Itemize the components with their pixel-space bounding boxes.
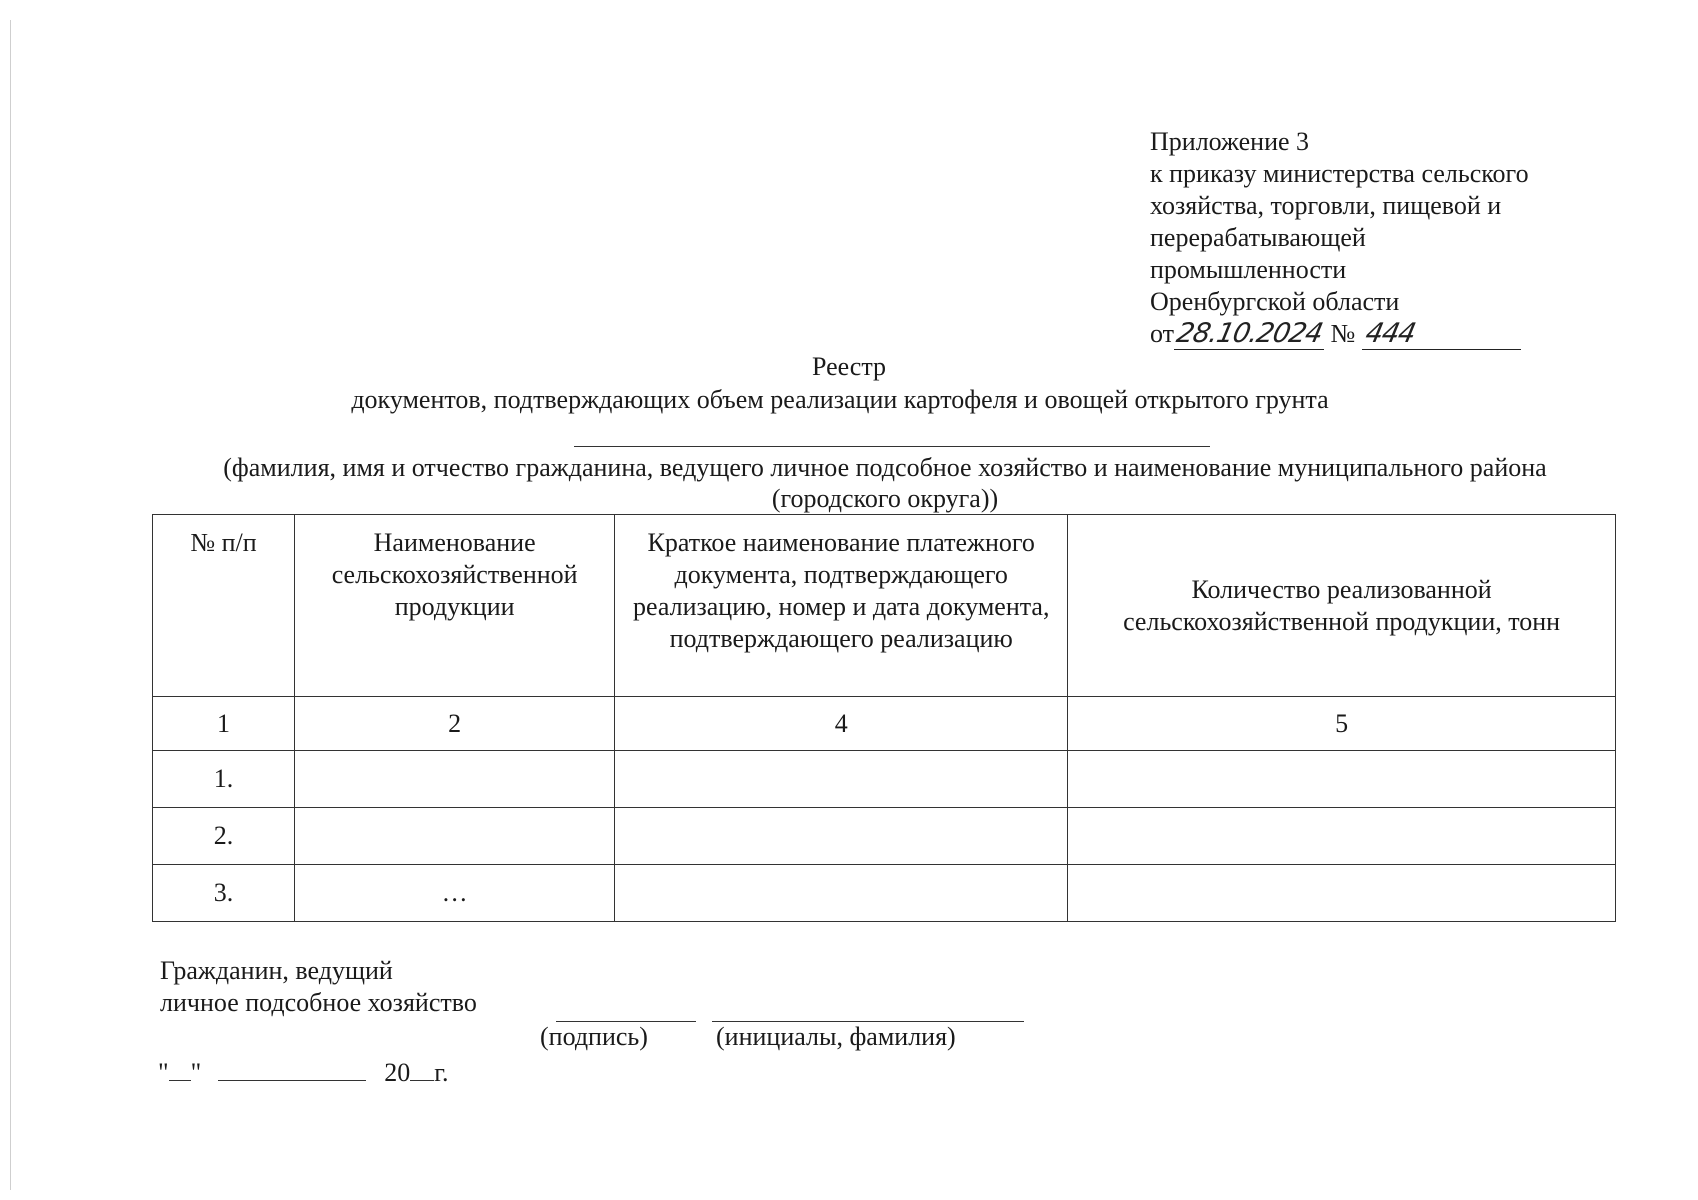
day-blank [169,1056,191,1081]
column-number: 2 [295,697,615,751]
table-cell [295,808,615,865]
order-date-line [1150,318,1580,350]
handwritten-date: 28.10.2024 [1173,318,1325,349]
column-number: 5 [1068,697,1616,751]
name-caption [150,452,1620,514]
table-cell [295,751,615,808]
name-caption-line: (городского округа)) [771,484,999,513]
appendix-block [1150,126,1580,350]
table-cell [1068,865,1616,922]
signature-block [160,955,477,1019]
appendix-line: к приказу министерства сельского [1150,159,1529,188]
table-cell [615,808,1068,865]
year-suffix: г. [434,1058,449,1087]
number-label: № [1330,319,1356,348]
initials-caption: (инициалы, фамилия) [716,1022,956,1051]
table-cell [1068,751,1616,808]
header-cell-product: Наименование сельскохозяйственной продукции [295,515,615,697]
column-number-row [153,697,1616,751]
row-number: 1. [153,751,295,808]
quote-open: " [158,1058,169,1087]
page-edge [10,20,11,1190]
table-row [153,865,1616,922]
order-number-field [1362,319,1521,350]
farm-label: личное подсобное хозяйство [160,988,477,1017]
year-blank [410,1056,434,1081]
month-blank [218,1056,366,1081]
document-title: Реестр [811,352,887,381]
signing-date-row [158,1056,448,1088]
table-row [153,808,1616,865]
appendix-line: хозяйства, торговли, пищевой и [1150,191,1502,220]
table-cell: … [295,865,615,922]
from-label: от [1150,319,1175,348]
appendix-line: перерабатывающей [1150,223,1366,252]
table-cell [615,865,1068,922]
row-number: 2. [153,808,295,865]
table-row [153,751,1616,808]
table-header-row [153,515,1616,697]
document-subtitle: документов, подтверждающих объем реализации картофеля и овощей открытого грунта [351,385,1329,414]
year-prefix: 20 [384,1058,411,1087]
signature-caption: (подпись) [540,1022,648,1051]
column-number: 1 [153,697,295,751]
header-cell-document: Краткое наименование платежного документа, подтверждающего реализацию, номер и дата документа, подтверждающего реализацию [615,515,1068,697]
appendix-line: Приложение 3 [1150,127,1310,156]
appendix-line: промышленности [1150,255,1347,284]
name-caption-line: (фамилия, имя и отчество гражданина, ведущего личное подсобное хозяйство и наименование муниципального района [223,453,1547,482]
header-cell-quantity: Количество реализованной сельскохозяйственной продукции, тонн [1068,515,1616,697]
handwritten-number: 444 [1362,318,1418,349]
row-number: 3. [153,865,295,922]
appendix-line: Оренбургской области [1150,287,1400,316]
table-cell [1068,808,1616,865]
header-cell-number: № п/п [153,515,295,697]
order-date-field [1174,319,1324,350]
table-cell [615,751,1068,808]
registry-table [152,514,1616,922]
name-underline [574,446,1210,447]
citizen-label: Гражданин, ведущий [160,956,393,985]
column-number: 4 [615,697,1068,751]
quote-close: " [190,1058,202,1087]
